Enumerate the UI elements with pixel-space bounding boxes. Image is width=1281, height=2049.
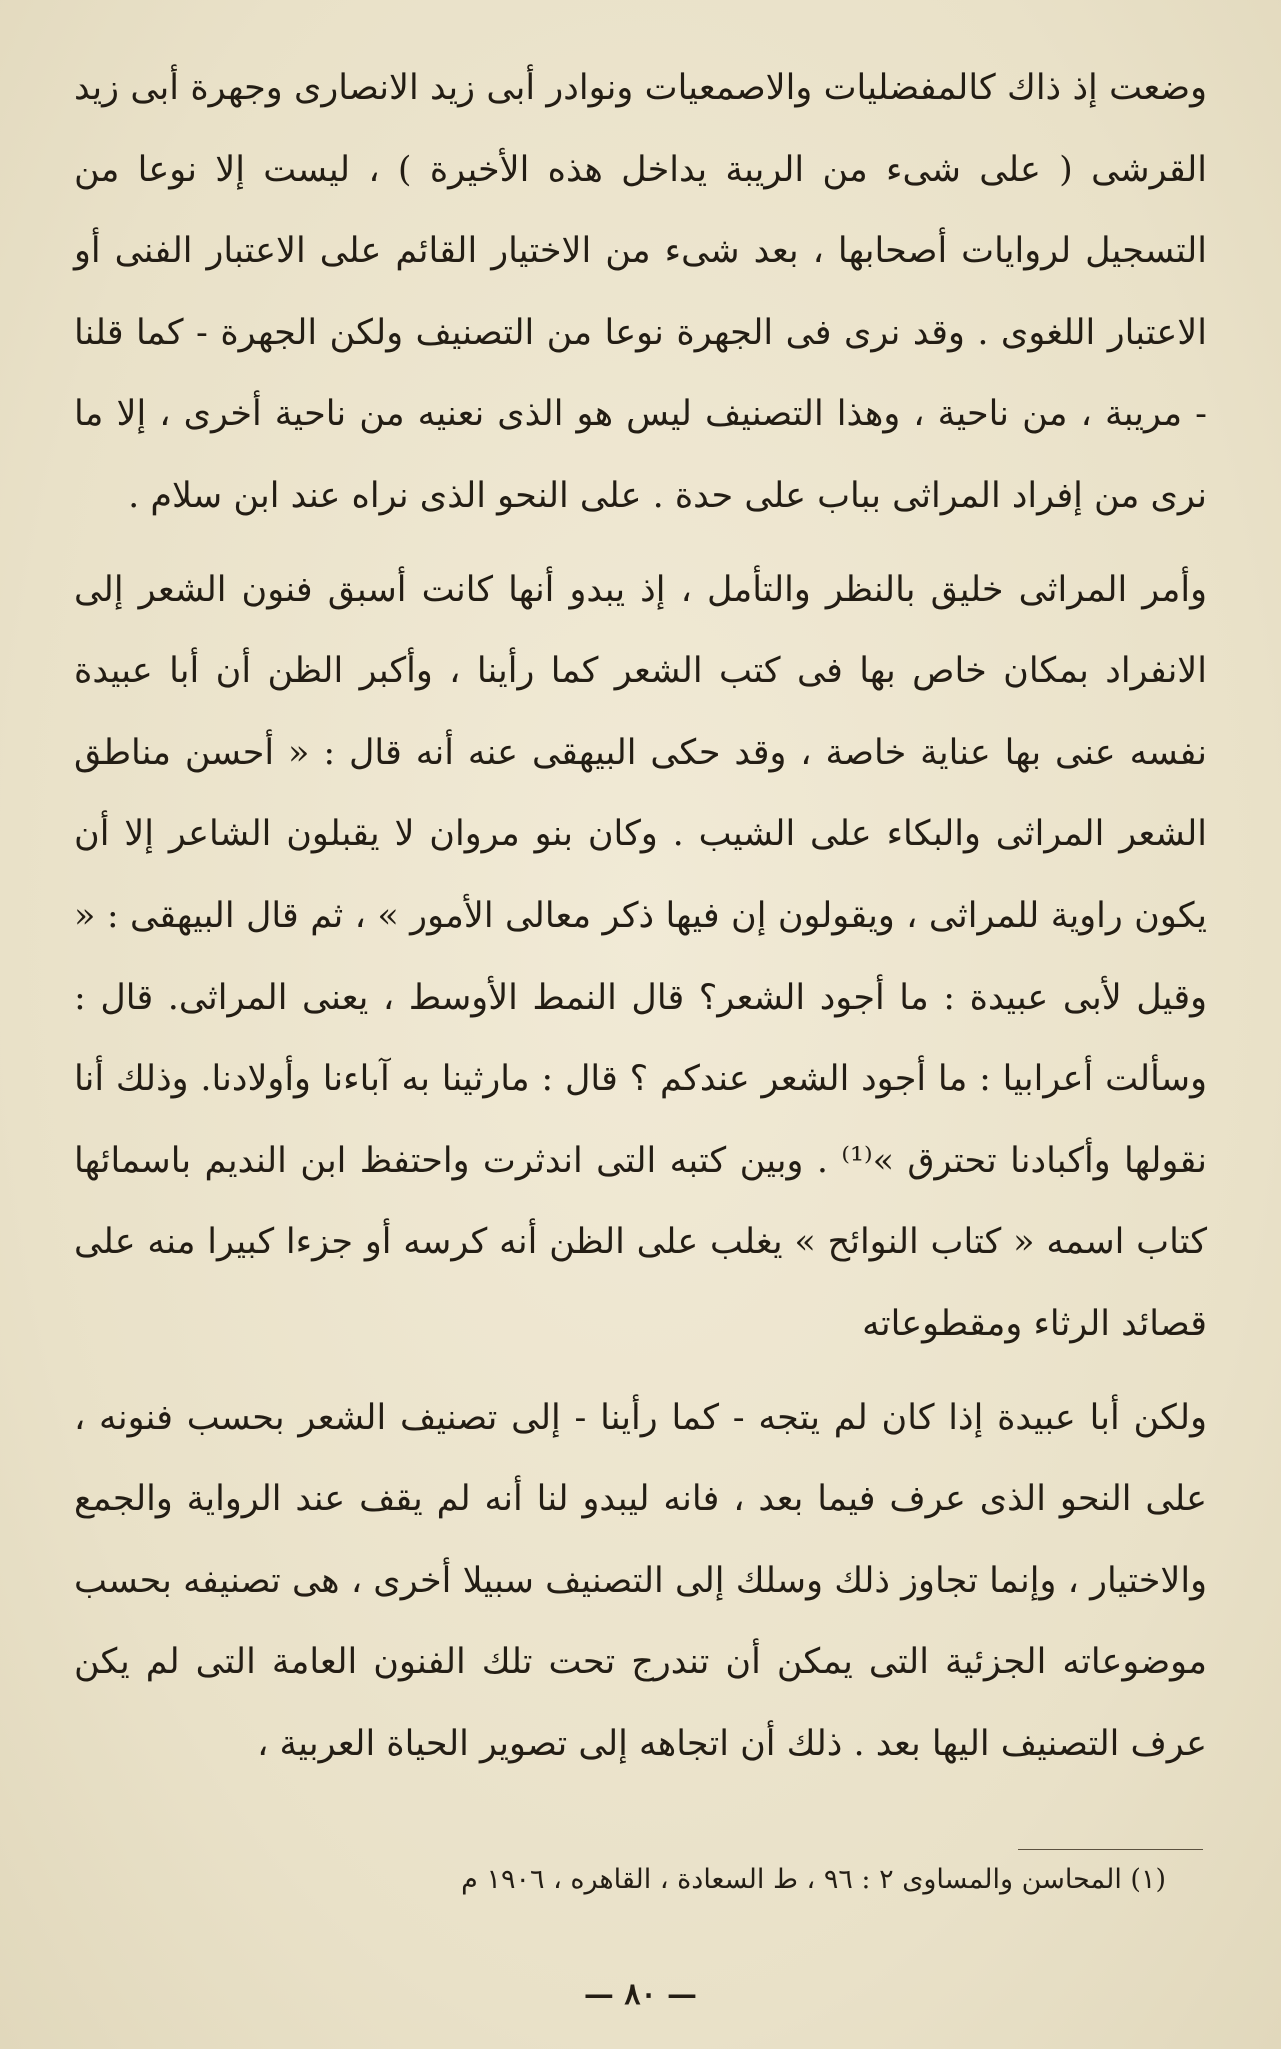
- paragraph-3: ولكن أبا عبيدة إذا كان لم يتجه - كما رأينا - إلى تصنيف الشعر بحسب فنونه ، على النحو الذى عرف فيما بعد ، فانه ليبدو لنا أنه لم يقف عند الرواية والجمع والاختيار ، وإنما تجاوز ذلك وسلك إلى التصنيف سبيلا أخرى ، هى تصنيفه بحسب موضوعاته الجزئية التى يمكن أن تندرج تحت تلك الفنون العامة التى لم يكن عرف التصنيف اليها بعد . ذلك أن اتجاهه إلى تصوير الحياة العربية ،: [74, 1397, 1207, 1764]
- footnote-divider: [1018, 1849, 1203, 1850]
- page-number: — ٨٠ —: [583, 1977, 698, 2012]
- paragraph-2: وأمر المراثى خليق بالنظر والتأمل ، إذ يبدو أنها كانت أسبق فنون الشعر إلى الانفراد بمكان خاص بها فى كتب الشعر كما رأينا ، وأكبر الظن أن أبا عبيدة نفسه عنى بها عناية خاصة ، وقد حكى البيهقى عنه أنه قال : « أحسن مناطق الشعر المراثى والبكاء على الشيب . وكان بنو مروان لا يقبلون الشاعر إلا أن يكون راوية للمراثى ، ويقولون إن فيها ذكر معالى الأمور » ، ثم قال البيهقى : « وقيل لأبى عبيدة : ما أجود الشعر؟ قال النمط الأوسط ، يعنى المراثى. قال : وسألت أعرابيا : ما أجود الشعر عندكم ؟ قال : مارثينا به آباءنا وأولادنا. وذلك أنا نقولها وأكبادنا تحترق »⁽¹⁾ . وبين كتبه التى اندثرت واحتفظ ابن النديم باسمائها كتاب اسمه « كتاب النوائح » يغلب على الظن أنه كرسه أو جزءا كبيرا منه على قصائد الرثاء ومقطوعاته: [74, 569, 1207, 1344]
- body-text: [74, 48, 1207, 1785]
- footnote: (١) المحاسن والمساوى ٢ : ٩٦ ، ط السعادة ، القاهره ، ١٩٠٦ م: [461, 1864, 1166, 1895]
- paragraph-1: وضعت إذ ذاك كالمفضليات والاصمعيات ونوادر أبى زيد الانصارى وجهرة أبى زيد القرشى ( على شىء من الريبة يداخل هذه الأخيرة ) ، ليست إلا نوعا من التسجيل لروايات أصحابها ، بعد شىء من الاختيار القائم على الاعتبار الفنى أو الاعتبار اللغوى . وقد نرى فى الجهرة نوعا من التصنيف ولكن الجهرة - كما قلنا - مريبة ، من ناحية ، وهذا التصنيف ليس هو الذى نعنيه من ناحية أخرى ، إلا ما نرى من إفراد المراثى بباب على حدة . على النحو الذى نراه عند ابن سلام .: [74, 68, 1207, 516]
